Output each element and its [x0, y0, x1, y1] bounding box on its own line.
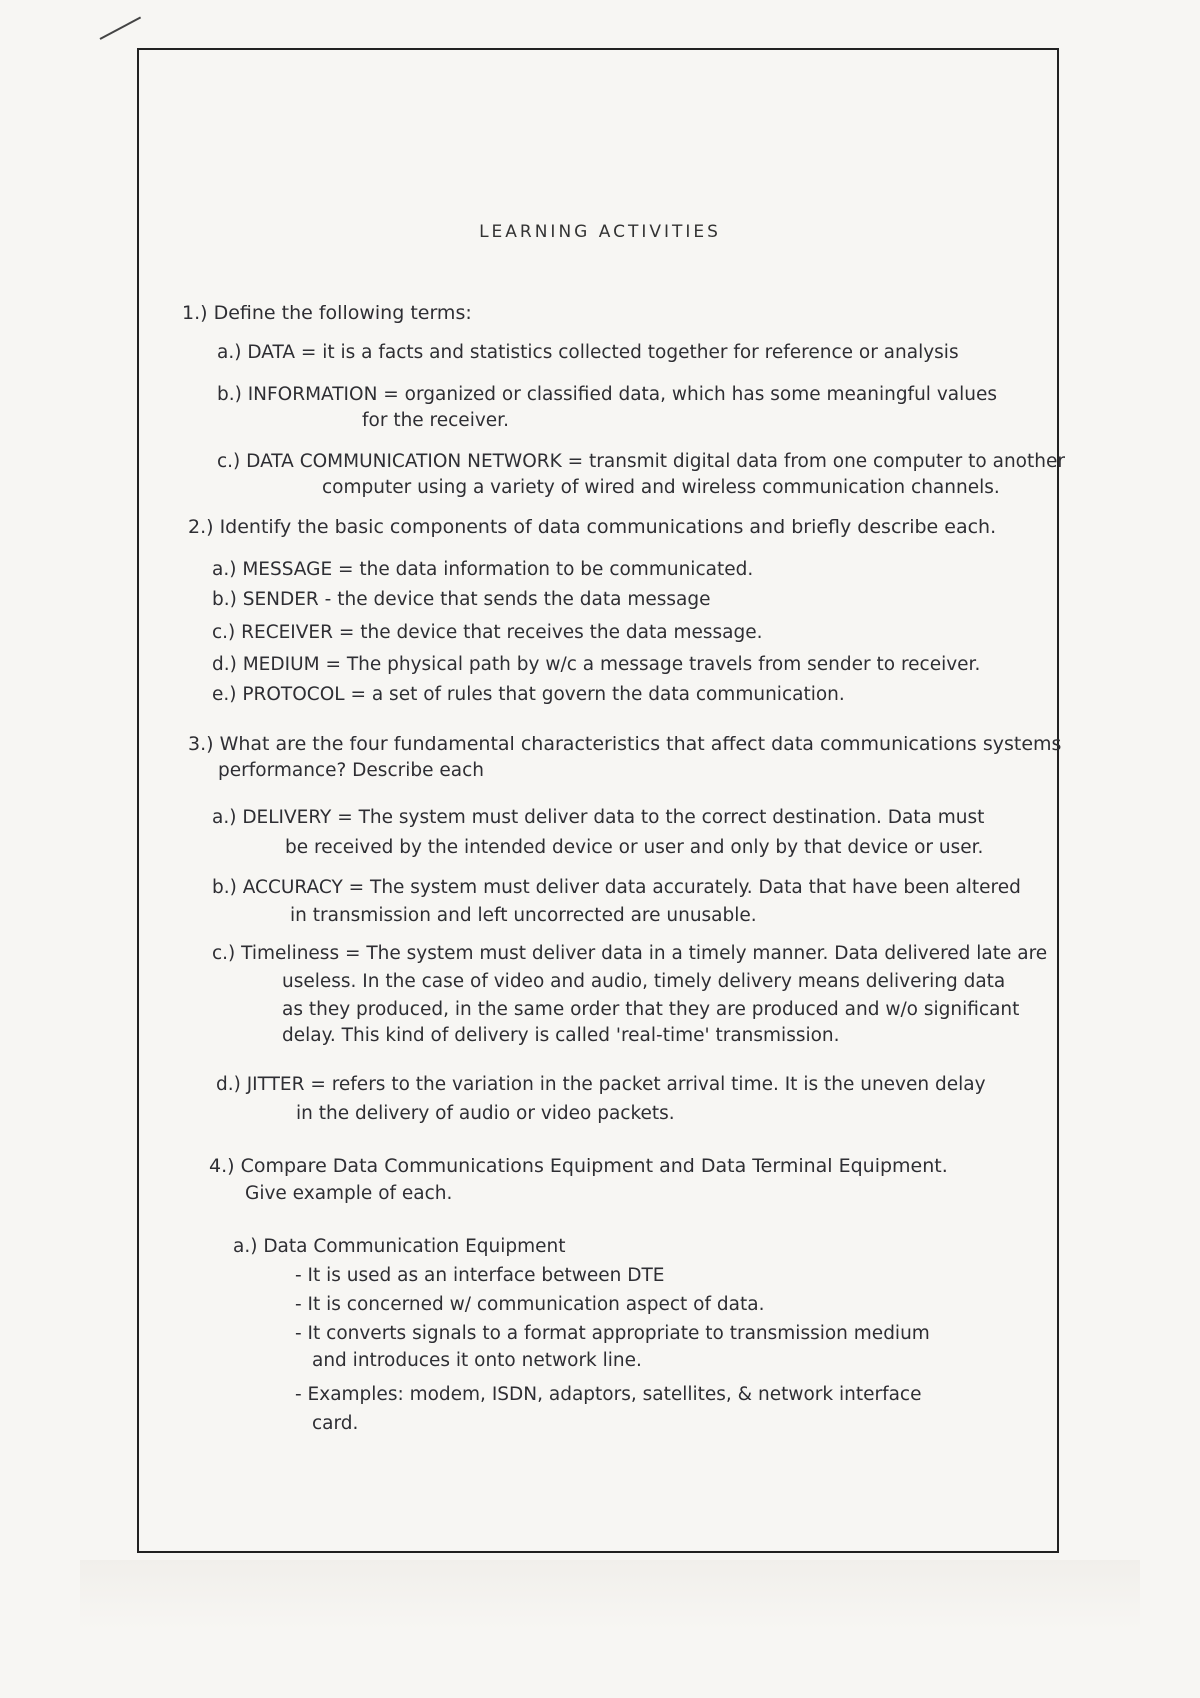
answer-3b: b.) ACCURACY = The system must deliver data accurately. Data that have been altered: [212, 877, 1021, 898]
answer-2c: c.) RECEIVER = the device that receives the data message.: [212, 622, 763, 643]
answer-3a-cont: be received by the intended device or user and only by that device or user.: [285, 837, 984, 858]
question-2: 2.) Identify the basic components of data communications and briefly describe each.: [188, 516, 997, 538]
answer-2e: e.) PROTOCOL = a set of rules that govern the data communication.: [212, 684, 845, 705]
answer-1c-cont: computer using a variety of wired and wireless communication channels.: [322, 477, 1000, 498]
answer-4a-point-4-cont: card.: [312, 1413, 359, 1434]
answer-4a-point-3-cont: and introduces it onto network line.: [312, 1350, 642, 1371]
answer-4a-point-4: - Examples: modem, ISDN, adaptors, satellites, & network interface: [295, 1384, 922, 1405]
question-4: 4.) Compare Data Communications Equipment and Data Terminal Equipment.: [209, 1155, 948, 1177]
paper-shadow: [80, 1560, 1140, 1630]
answer-3d-cont: in the delivery of audio or video packets.: [296, 1103, 675, 1124]
answer-3b-cont: in transmission and left uncorrected are unusable.: [290, 905, 757, 926]
question-4-cont: Give example of each.: [245, 1183, 453, 1204]
answer-4a-point-1: - It is used as an interface between DTE: [295, 1265, 665, 1286]
answer-3d: d.) JITTER = refers to the variation in the packet arrival time. It is the uneven delay: [216, 1074, 986, 1095]
answer-3c: c.) Timeliness = The system must deliver data in a timely manner. Data delivered late are: [212, 943, 1048, 964]
answer-2b: b.) SENDER - the device that sends the data message: [212, 589, 711, 610]
answer-1b-cont: for the receiver.: [362, 410, 509, 431]
pen-mark: [100, 17, 142, 40]
answer-1a: a.) DATA = it is a facts and statistics collected together for reference or analysis: [217, 342, 959, 363]
question-3: 3.) What are the four fundamental characteristics that affect data communications systems: [188, 733, 1062, 755]
answer-2d: d.) MEDIUM = The physical path by w/c a message travels from sender to receiver.: [212, 654, 981, 675]
answer-3c-cont-1: useless. In the case of video and audio, timely delivery means delivering data: [282, 971, 1006, 992]
answer-1c: c.) DATA COMMUNICATION NETWORK = transmit digital data from one computer to another: [217, 451, 1065, 472]
answer-2a: a.) MESSAGE = the data information to be communicated.: [212, 559, 754, 580]
answer-4a-point-2: - It is concerned w/ communication aspect of data.: [295, 1294, 765, 1315]
answer-4a-point-3: - It converts signals to a format appropriate to transmission medium: [295, 1323, 930, 1344]
answer-3c-cont-3: delay. This kind of delivery is called 'real-time' transmission.: [282, 1025, 840, 1046]
page-title: LEARNING ACTIVITIES: [479, 222, 721, 242]
answer-1b: b.) INFORMATION = organized or classified data, which has some meaningful values: [217, 384, 997, 405]
question-3-cont: performance? Describe each: [218, 760, 484, 781]
answer-3a: a.) DELIVERY = The system must deliver data to the correct destination. Data must: [212, 807, 985, 828]
question-1: 1.) Define the following terms:: [182, 302, 472, 324]
answer-4a: a.) Data Communication Equipment: [233, 1236, 566, 1257]
answer-3c-cont-2: as they produced, in the same order that they are produced and w/o significant: [282, 999, 1020, 1020]
